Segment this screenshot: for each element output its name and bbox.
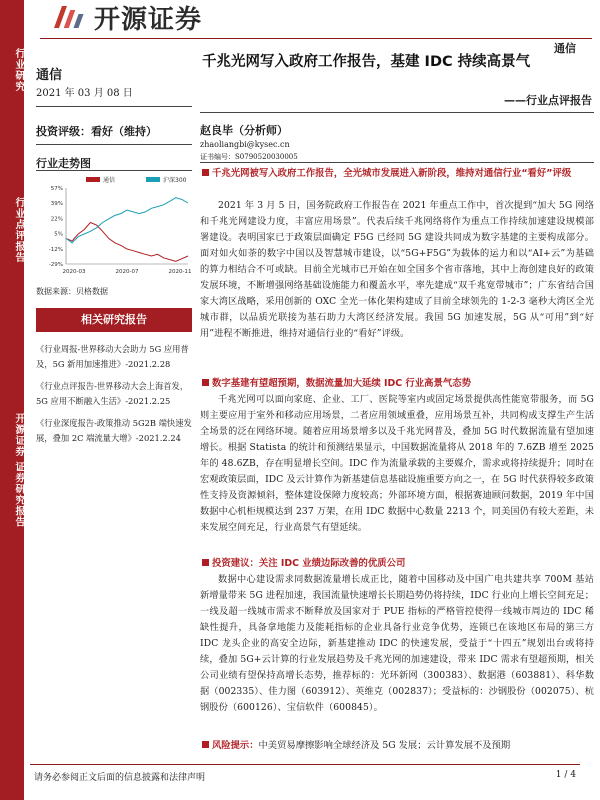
sidebar-bottom-label: 开源证券 证券研究报告 <box>13 412 24 528</box>
section-body <box>200 572 594 716</box>
related-reports-header: 相关研究报告 <box>36 308 192 332</box>
bullet-icon <box>202 169 209 176</box>
divider <box>36 144 192 145</box>
sidebar-top-label: 行业研究 <box>13 48 24 92</box>
y-tick-label: 5% <box>54 231 63 238</box>
risk-warning <box>202 738 594 753</box>
divider <box>200 112 594 113</box>
section-heading <box>202 166 594 181</box>
series-line <box>66 198 188 243</box>
bullet-icon <box>202 741 209 748</box>
analyst-email[interactable]: zhaoliangbi@kysec.cn <box>200 140 290 149</box>
section-heading <box>202 376 594 391</box>
divider <box>36 106 192 107</box>
x-tick-label: 2020-07 <box>115 269 139 275</box>
legend-label: 通信 <box>103 177 116 184</box>
header-divider <box>40 38 592 39</box>
bullet-icon <box>202 559 209 566</box>
y-tick-label: -29% <box>48 262 63 268</box>
report-title: 千兆光网写入政府工作报告，基建 IDC 持续高景气 <box>202 54 531 70</box>
footer-divider <box>30 764 580 765</box>
trend-chart-svg <box>36 174 192 278</box>
section-paragraph: 数据中心建设需求同数据流量增长成正比，随着中国移动及中国广电共建共享 700M 基站新增量带来 5G 进程加速，我国流量快速增长长期趋势仍将持续，IDC 行业向上增长空间充足；一线及超一线城市需求不断释放及国家对于 PUE 指标的严格管控使得一线城市周边的 IDC 稀缺性提升，具备拿地能力及能耗指标的企业具备行业竞争优势，连锁已在该地区布局的第三方 IDC 龙头企业的高安全边际，新基建推动 IDC 的快速发展，受益于“十四五”规划出台或将持续，叠加 5G+云计算的行业发展趋势及千兆光网的加速建设，带来 IDC 需求有望超预期，相关公司业绩有望保持高增长态势，推荐标的：光环新网（300383）、数据港（603881）、科华数据（002335）、佳力图（603912）、英维克（002837）；受益标的：沙钢股份（002075）、杭钢股份（600126）、宝信软件（600845）。 <box>200 574 594 713</box>
legend-swatch <box>86 177 100 182</box>
section-heading-text: 千兆光网被写入政府工作报告，全光城市发展进入新阶段，维持对通信行业“看好”评级 <box>212 168 572 179</box>
report-subtitle: ——行业点评报告 <box>504 94 592 107</box>
legend-swatch <box>146 177 160 182</box>
trend-chart-title: 行业走势图 <box>36 157 91 170</box>
bullet-icon <box>202 379 209 386</box>
section-heading-text: 投资建议：关注 IDC 业绩边际改善的优质公司 <box>212 558 406 569</box>
footer-disclaimer: 请务必参阅正文后面的信息披露和法律声明 <box>34 773 206 783</box>
trend-chart <box>36 174 192 278</box>
logo-mark-icon <box>54 6 88 28</box>
divider <box>200 162 594 163</box>
risk-text: 中美贸易摩擦影响全球经济及 5G 发展；云计算发展不及预期 <box>258 740 511 751</box>
section-body <box>200 392 594 536</box>
sidebar-middle-label: 行业点评报告 <box>13 197 24 263</box>
related-report-item[interactable]: 《行业深度报告-政策推动 5G2B 端快速发展，叠加 2C 端流量大增》-2021.2.24 <box>36 418 192 443</box>
section-body <box>200 198 594 342</box>
y-tick-label: 57% <box>50 186 63 192</box>
risk-label: 风险提示： <box>212 740 259 751</box>
report-date: 2021 年 03 月 08 日 <box>36 88 133 99</box>
y-tick-label: 22% <box>50 216 63 223</box>
y-tick-label: 39% <box>50 201 63 208</box>
y-tick-label: -12% <box>48 246 63 253</box>
section-heading-text: 数字基建有望超预期，数据流量加大延续 IDC 行业高景气态势 <box>212 378 472 389</box>
legend-label: 沪深300 <box>163 177 187 184</box>
sidebar <box>0 0 24 800</box>
page-number: 1 / 4 <box>555 770 576 780</box>
related-report-item[interactable]: 《行业周报-世界移动大会助力 5G 应用普及，5G 新用加速推进》-2021.2.28 <box>36 344 189 369</box>
analyst-name: 赵良毕（分析师） <box>200 124 288 137</box>
series-line <box>66 223 188 262</box>
section-heading <box>202 556 594 571</box>
related-reports-list <box>36 342 194 453</box>
divider <box>36 170 192 171</box>
related-report-item[interactable]: 《行业点评报告-世界移动大会上海首发，5G 应用不断融入生活》-2021.2.25 <box>36 381 189 406</box>
sector-name: 通信 <box>36 68 63 83</box>
section-paragraph: 2021 年 3 月 5 日，国务院政府工作报告在 2021 年重点工作中，首次提到“加大 5G 网络和千兆光网建设力度，丰富应用场景”。代表后续千兆网络将作为重点工作持续加速建设规模部署建设。表明国家已于政策层面确定 F5G 已经同 5G 建设共同成为数字基建的主要构成部分。面对如火如荼的数字中国以及智慧城市建设，以“5G+F5G”为载体的运力和以“AI+云”为基础的算力相结合不可或缺。目前全光城市已开始在如全国多个省市落地，其中上海创建良好的政策发展环境，不断增强网络基础设施能力和覆盖水平，率先建成“双千兆宽带城市”；广东省结合国家大湾区战略，采用创新的 OXC 全光一体化架构建成了目前全球领先的 1-2-3 毫秒大湾区全光城市群，以品质光联接为基石助力大湾区经济发展。我国 5G 加速发展，5G 从“可用”到“好用”进程不断推进，维持对通信行业的“看好”评级。 <box>200 200 594 339</box>
data-source: 数据来源：贝格数据 <box>36 287 108 296</box>
industry-tag: 通信 <box>554 42 576 55</box>
section-paragraph: 千兆光网可以面向家庭、企业、工厂、医院等室内或固定场景提供高性能宽带服务，而 5G 则主要应用于室外和移动应用场景，二者应用领域重叠，应用场景互补，共同构成支撑生产生活全场景的泛在网络环境。随着应用场景增多以及千兆光网普及，叠加 5G 时代数据流量有望加速增长。根据 Statista 的统计和预测结果显示，中国数据流量将从 2018 年的 7.6ZB 增至 2025 年的 48.6ZB，存在明显增长空间。IDC 作为流量承载的主要媒介，需求或将持续提升；同时在宏观政策层面，IDC 及云计算作为新基建信息基础设施重要方向之一，在 5G 时代获得较多政策性支持及资源倾斜，整体建设保障力度较高；外部环境方面，根据赛迪顾问数据，2019 年中国数据中心机柜规模达到 237 万架，在用 IDC 数据中心数量 2213 个，同美国仍有较大差距，未来发展空间充足，行业高景气有望延续。 <box>200 394 594 533</box>
company-logo <box>54 2 203 35</box>
investment-rating: 投资评级：看好（维持） <box>36 125 157 138</box>
analyst-cert: 证书编号：S0790520030005 <box>200 153 298 161</box>
x-tick-label: 2020-11 <box>168 269 192 275</box>
logo-text: 开源证券 <box>94 4 203 35</box>
x-tick-label: 2020-03 <box>62 269 86 275</box>
